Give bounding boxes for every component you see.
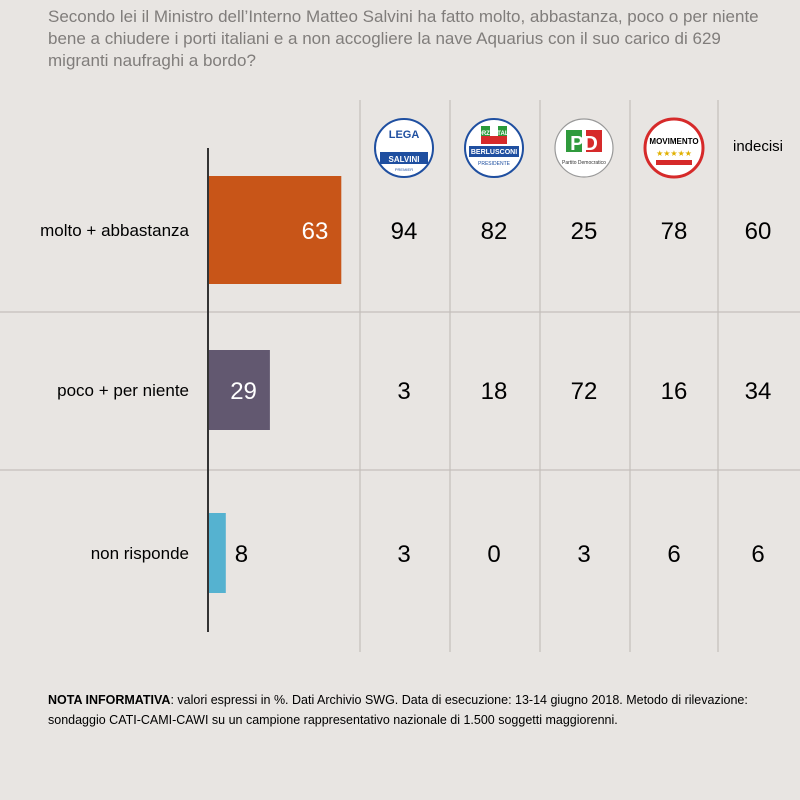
logo-text: MOVIMENTO <box>649 137 699 146</box>
table-cell: 3 <box>577 541 591 568</box>
table-cell: 60 <box>744 218 772 245</box>
logo-ring <box>645 119 703 177</box>
lega-logo-icon <box>375 119 433 177</box>
logo-text: PREMIER <box>394 167 414 172</box>
logo-text: SALVINI <box>388 155 420 164</box>
logo-flag <box>481 136 507 144</box>
note-informativa <box>48 690 758 730</box>
bar-value-label: 29 <box>230 378 257 405</box>
table-cell: 16 <box>660 378 688 405</box>
row-label: poco + per niente <box>57 381 189 400</box>
table-cell: 82 <box>480 218 508 245</box>
table-cell: 18 <box>480 378 508 405</box>
forza-italia-logo-icon <box>465 119 523 177</box>
table-cell: 0 <box>487 541 501 568</box>
logo-text: PRESIDENTE <box>478 161 510 167</box>
logo-band <box>656 160 692 165</box>
logo-text: ★★★★★ <box>656 149 692 158</box>
table-cell: 78 <box>660 218 688 245</box>
logo-text: PD <box>570 133 598 155</box>
logo-text: Partito Democratico <box>562 160 606 166</box>
table-cell: 3 <box>397 378 411 405</box>
table-cell: 34 <box>744 378 772 405</box>
table-cell: 94 <box>390 218 418 245</box>
pd-logo-icon <box>555 119 613 177</box>
note-text: : valori espressi in %. Dati Archivio SWG. Data di esecuzione: 13-14 giugno 2018. Metodo di rilevazione: sondaggio CATI-CAMI-CAWI su un campione rappresentativo nazionale di 1.500 soggetti maggiorenni. <box>48 693 748 727</box>
logo-text: FORZA ITALIA <box>473 131 515 137</box>
question-text: Secondo lei il Ministro dell’Interno Matteo Salvini ha fatto molto, abbastanza, poco o per niente bene a chiudere i porti italiani e a non accogliere la nave Aquarius con il suo carico di 629 migranti naufraghi a bordo? <box>48 7 759 70</box>
bar-value-label: 63 <box>301 218 329 245</box>
table-cell: 25 <box>570 218 598 245</box>
column-header-indecisi: indecisi <box>732 138 784 155</box>
table-cell: 3 <box>397 541 411 568</box>
logo-text: BERLUSCONI <box>470 149 518 156</box>
table-cell: 72 <box>570 378 598 405</box>
logo-text: LEGA <box>388 129 420 141</box>
table-cell: 6 <box>751 541 765 568</box>
m5s-logo-icon <box>645 119 703 177</box>
table-cell: 6 <box>667 541 681 568</box>
note-label: NOTA INFORMATIVA <box>48 693 171 707</box>
bar-value-label: 8 <box>234 541 249 568</box>
bar-3 <box>209 513 226 593</box>
row-label: molto + abbastanza <box>40 221 189 240</box>
row-label: non risponde <box>90 544 189 563</box>
